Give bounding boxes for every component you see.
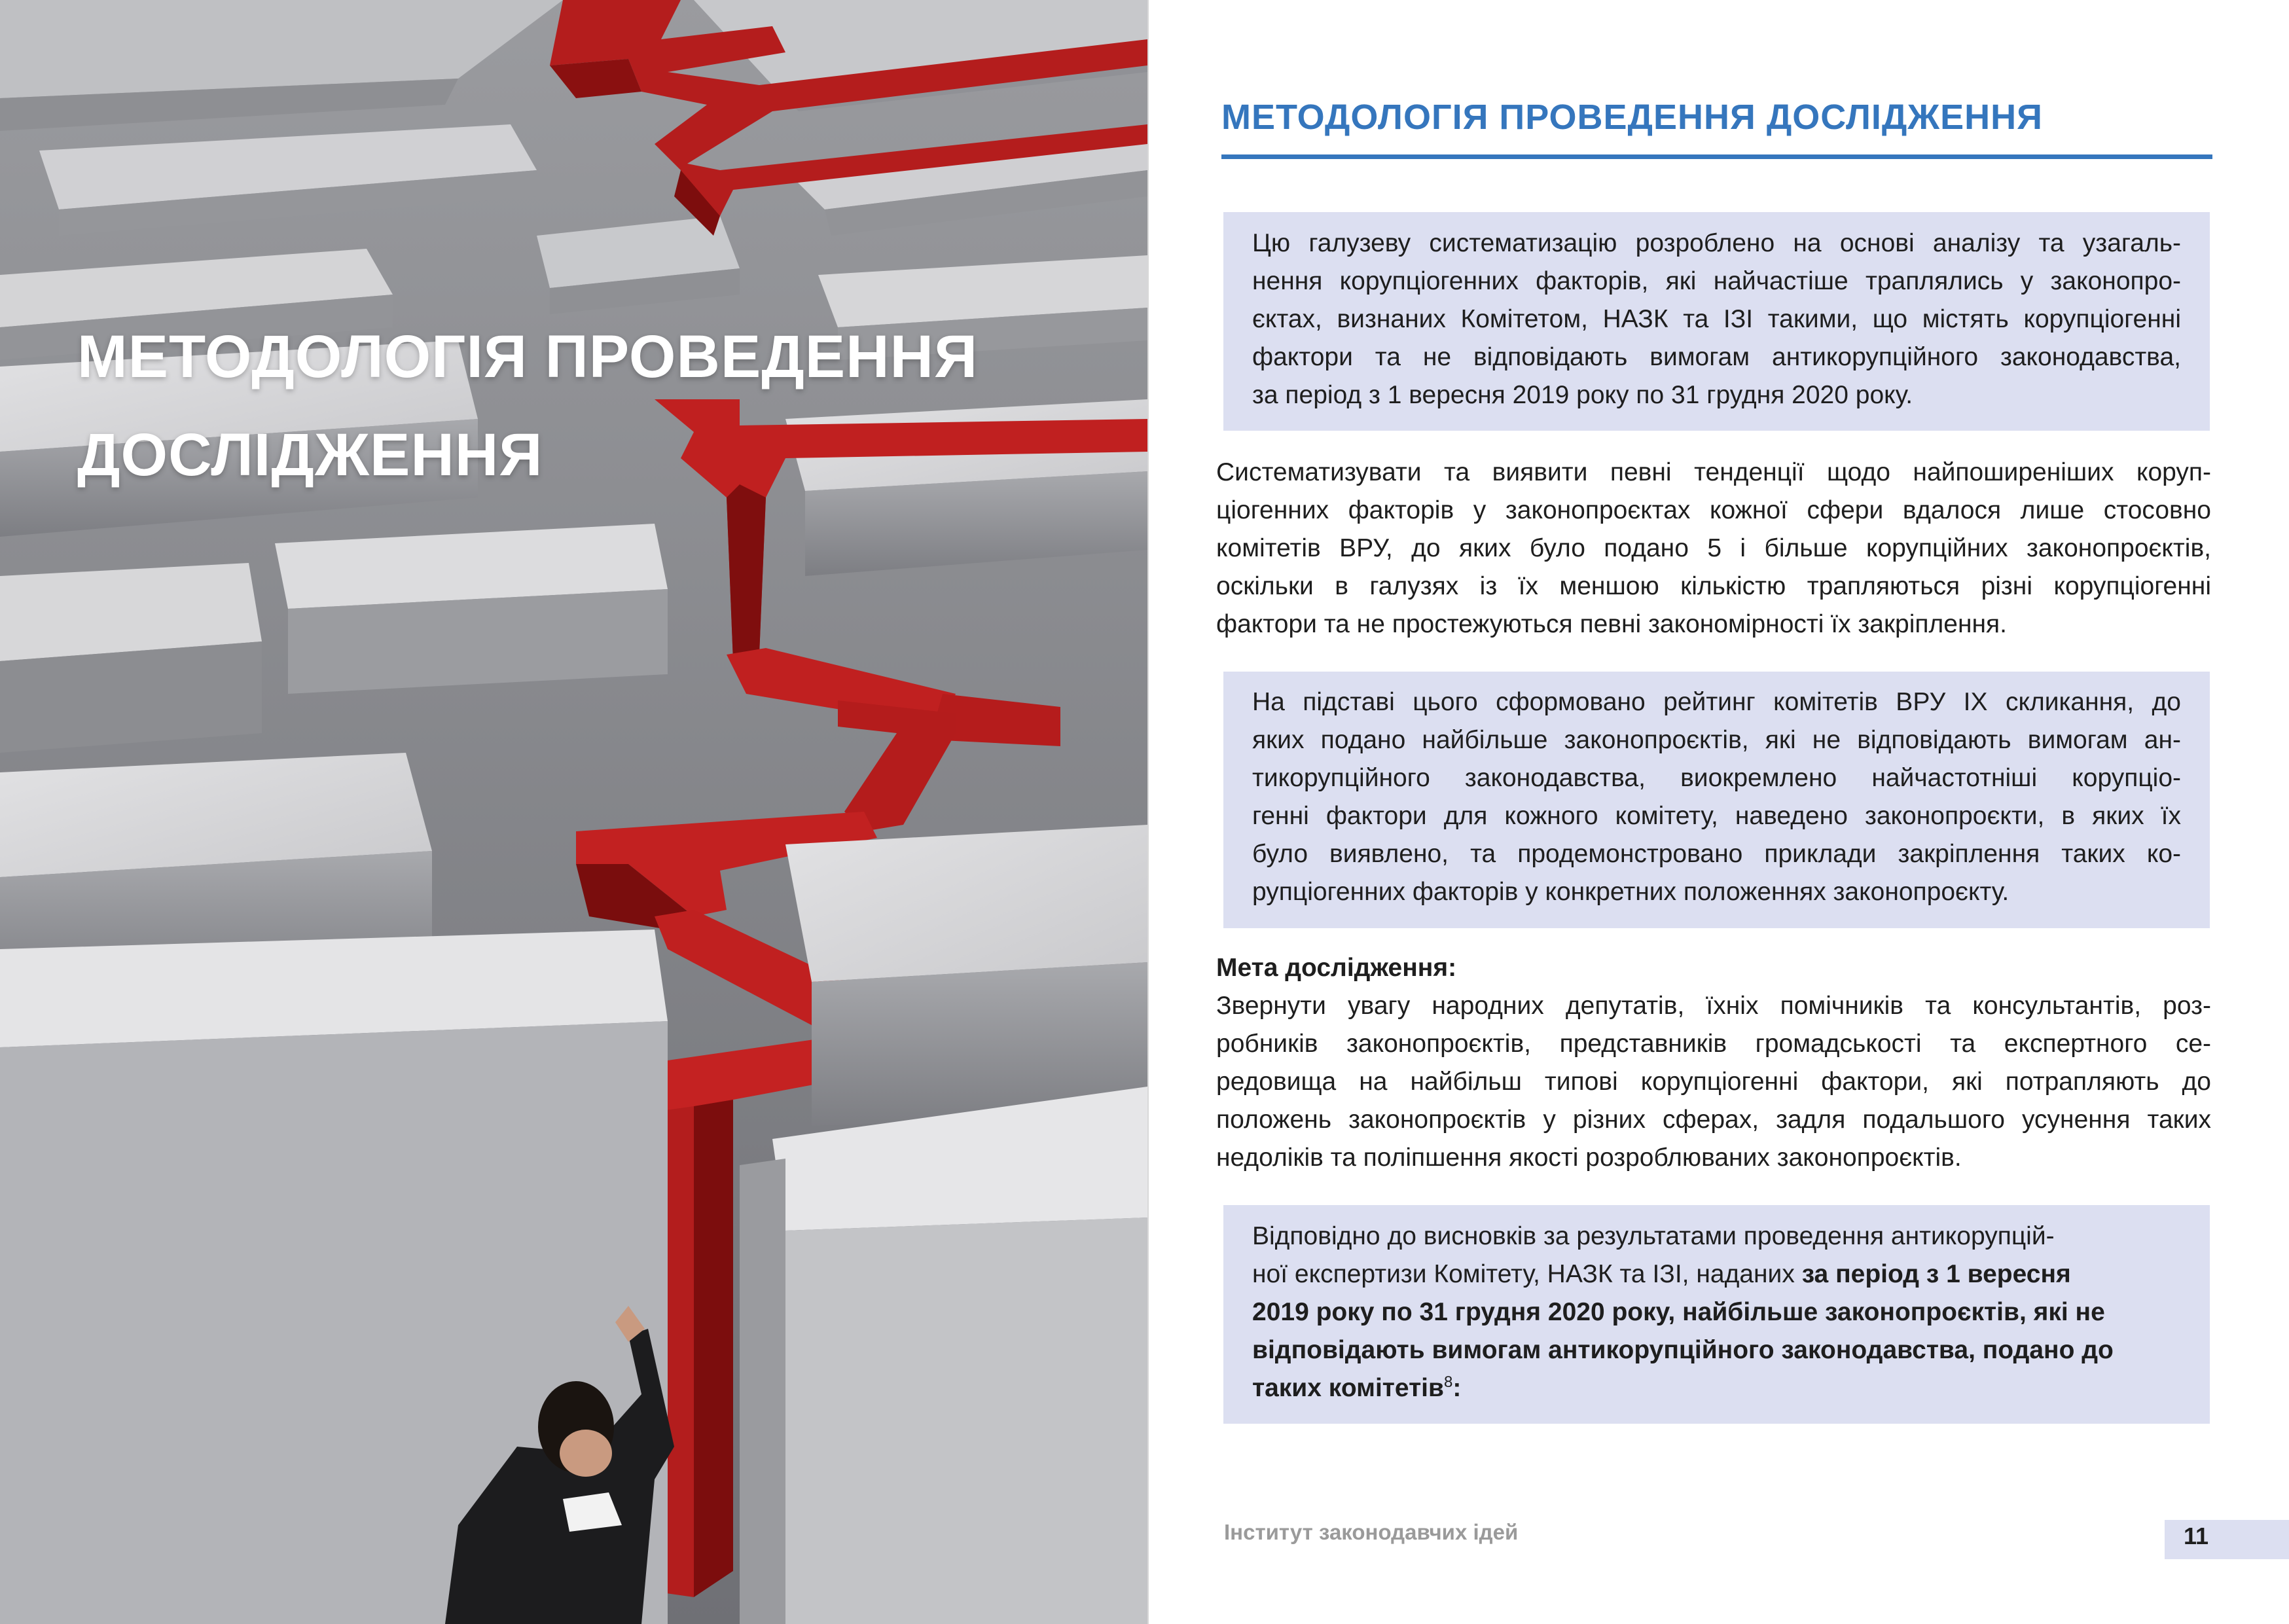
text-line: тикорупційного законодавства, виокремлено найчастотніші корупціо- <box>1252 764 2181 792</box>
text-line: нення корупціогенних факторів, які найчастіше траплялись у законопро- <box>1252 267 2181 295</box>
text-line: недоліків та поліпшення якості розроблюваних законопроєктів. <box>1216 1144 1962 1172</box>
text-line: положень законопроєктів у різних сферах, задля подальшого усунення таких <box>1216 1106 2211 1134</box>
section-heading: МЕТОДОЛОГІЯ ПРОВЕДЕННЯ ДОСЛІДЖЕННЯ <box>1221 98 2043 137</box>
text-line: рупціогенних факторів у конкретних положеннях законопроєкту. <box>1252 878 2010 906</box>
text-line: редовища на найбільш типові корупціогенні фактори, які потрапляють до <box>1216 1068 2211 1096</box>
text-line <box>1252 1369 2181 1407</box>
text-bold: таких комітетів <box>1252 1374 1444 1402</box>
text-line: фактори та не простежуються певні закономірності їх закріплення. <box>1216 610 2008 638</box>
text-line: Цю галузеву систематизацію розроблено на основі аналізу та узагаль- <box>1252 229 2181 257</box>
text-line: яких подано найбільше законопроєктів, які не відповідають вимогам ан- <box>1252 726 2181 754</box>
text-line: Відповідно до висновків за результатами проведення антикорупцій- <box>1252 1222 2055 1250</box>
page-number: 11 <box>2184 1523 2209 1549</box>
text-line: Звернути увагу народних депутатів, їхніх помічників та консультантів, роз- <box>1216 992 2211 1020</box>
heading-underline <box>1221 154 2212 159</box>
text-line: за період з 1 вересня 2019 року по 31 грудня 2020 року. <box>1252 381 1913 409</box>
left-page-title <box>77 308 1072 504</box>
text-line <box>1252 1331 2181 1369</box>
text-bold: 2019 року по 31 грудня 2020 року, найбільше законопроєктів, які не <box>1252 1298 2105 1326</box>
text-line: робників законопроєктів, представників громадськості та експертного се- <box>1216 1030 2211 1058</box>
left-title-line-2: ДОСЛІДЖЕННЯ <box>77 422 543 488</box>
text-line <box>1252 1255 2181 1293</box>
research-goal <box>1216 949 2211 1177</box>
text-normal: ної експертизи Комітету, НАЗК та ІЗІ, наданих <box>1252 1260 1802 1288</box>
intro-box <box>1223 212 2210 431</box>
text-bold: за період з 1 вересня <box>1801 1260 2071 1288</box>
text-line: оскільки в галузях із їх меншою кількістю трапляються різні корупціогенні <box>1216 572 2211 600</box>
rating-box-text <box>1252 683 2181 911</box>
paragraph-tendencies <box>1216 454 2211 643</box>
text-line: генні фактори для кожного комітету, наведено законопроєкти, в яких їх <box>1252 802 2181 830</box>
text-line: єктах, визнаних Комітетом, НАЗК та ІЗІ такими, що містять корупціогенні <box>1252 305 2181 333</box>
left-title-line-1: МЕТОДОЛОГІЯ ПРОВЕДЕННЯ <box>77 323 979 390</box>
text-line: ціогенних факторів у законопроєктах кожної сфери вдалося лише стосовно <box>1216 496 2211 524</box>
text-line: комітетів ВРУ, до яких було подано 5 і більше корупційних законопроєктів, <box>1216 534 2211 562</box>
text-line: На підставі цього сформовано рейтинг комітетів ВРУ IX скликання, до <box>1252 688 2181 716</box>
text-line <box>1252 1293 2181 1331</box>
goal-label: Мета дослідження: <box>1216 954 1457 982</box>
conclusion-box-text <box>1252 1218 2181 1407</box>
footnote-reference[interactable]: 8 <box>1444 1373 1453 1391</box>
intro-box-text <box>1252 225 2181 414</box>
text-line: фактори та не відповідають вимогам антикорупційного законодавства, <box>1252 343 2181 371</box>
text-bold: : <box>1452 1374 1462 1402</box>
conclusion-box <box>1223 1205 2210 1424</box>
text-line: було виявлено, та продемонстровано приклади закріплення таких ко- <box>1252 840 2181 868</box>
footer-organization: Інститут законодавчих ідей <box>1224 1520 1519 1544</box>
text-bold: відповідають вимогам антикорупційного законодавства, подано до <box>1252 1336 2114 1364</box>
text-line: Систематизувати та виявити певні тенденції щодо найпоширеніших коруп- <box>1216 458 2211 486</box>
rating-box <box>1223 672 2210 928</box>
page-spine <box>1147 0 1149 1624</box>
